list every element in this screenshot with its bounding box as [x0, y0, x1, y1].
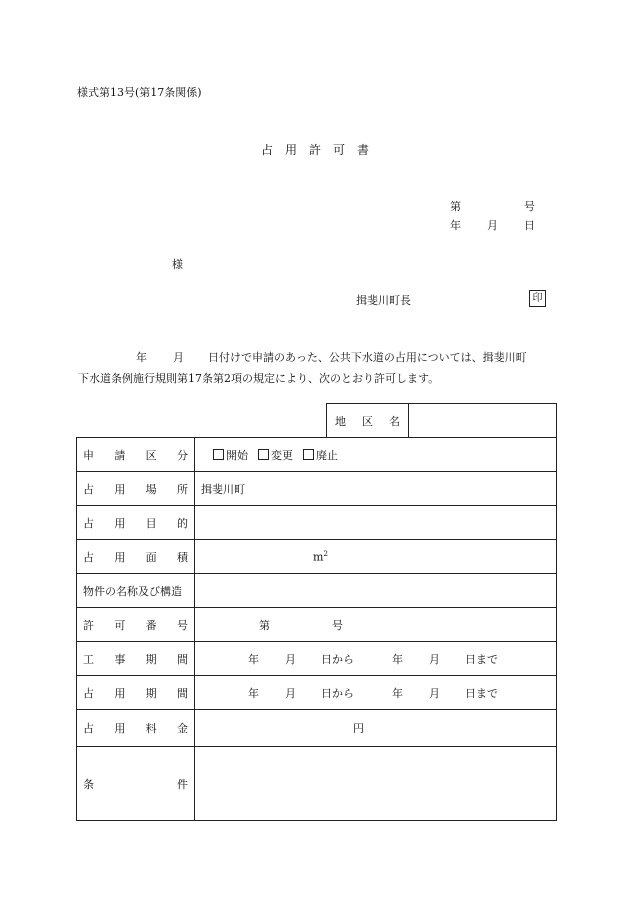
application-type-label: 申 請 区 分	[76, 437, 195, 472]
application-type-field	[194, 437, 557, 472]
purpose-field[interactable]	[194, 505, 557, 540]
checkbox-icon[interactable]	[303, 449, 314, 460]
occupancy-period-field[interactable]: 年 月 日から 年 月 日まで	[194, 675, 557, 710]
number-dai: 第	[450, 200, 461, 213]
body-line-1	[78, 347, 558, 368]
permit-number-field[interactable]	[194, 607, 557, 642]
structure-field[interactable]	[194, 573, 557, 608]
title-char: 占	[260, 143, 273, 157]
fee-field[interactable]	[194, 709, 557, 747]
document-number	[450, 198, 536, 212]
issuer-name: 揖斐川町長	[356, 294, 411, 307]
occupancy-period-label: 占 用 期 間	[76, 675, 195, 710]
option-abolish[interactable]: 廃止	[303, 447, 338, 463]
title-char: 許	[308, 143, 321, 157]
permit-dai: 第	[259, 618, 270, 632]
seal-mark: 印	[529, 290, 546, 307]
purpose-label: 占 用 目 的	[76, 505, 195, 540]
permit-go: 号	[332, 618, 343, 632]
date-year: 年	[450, 219, 461, 232]
permit-number-label: 許 可 番 号	[76, 607, 195, 642]
checkbox-icon[interactable]	[213, 449, 224, 460]
body-month: 月	[173, 351, 184, 364]
body-text	[78, 347, 558, 389]
structure-label: 物件の名称及び構造	[76, 573, 195, 608]
title-char: 可	[333, 143, 346, 157]
conditions-field[interactable]	[194, 746, 557, 821]
form-number: 様式第13号(第17条関係)	[77, 86, 202, 99]
area-label: 占 用 面 積	[76, 539, 195, 574]
construction-period-field[interactable]: 年 月 日から 年 月 日まで	[194, 641, 557, 676]
document-title	[0, 141, 630, 158]
addressee: 様	[172, 258, 183, 271]
fee-unit: 円	[353, 722, 364, 735]
district-label: 地 区 名	[326, 403, 409, 438]
location-value: 揖斐川町	[201, 482, 245, 496]
issue-date	[450, 217, 536, 231]
body-year: 年	[136, 351, 147, 364]
fee-label: 占 用 料 金	[76, 709, 195, 747]
title-char: 用	[284, 143, 297, 157]
checkbox-icon[interactable]	[258, 449, 269, 460]
district-field[interactable]	[408, 403, 557, 438]
body-rest-1: 日付けで申請のあった、公共下水道の占用については、揖斐川町	[208, 351, 527, 364]
date-month: 月	[487, 219, 498, 232]
location-label: 占 用 場 所	[76, 471, 195, 506]
option-start[interactable]: 開始	[213, 447, 248, 463]
number-go: 号	[524, 200, 535, 213]
area-unit: $m^2$	[313, 549, 328, 564]
body-line-2: 下水道条例施行規則第17条第2項の規定により、次のとおり許可します。	[78, 372, 440, 385]
title-char: 書	[357, 143, 370, 157]
conditions-label: 条 件	[76, 746, 195, 821]
date-day: 日	[524, 219, 535, 232]
construction-period-label: 工 事 期 間	[76, 641, 195, 676]
area-field[interactable]	[194, 539, 557, 574]
location-field[interactable]	[194, 471, 557, 506]
option-change[interactable]: 変更	[258, 447, 293, 463]
